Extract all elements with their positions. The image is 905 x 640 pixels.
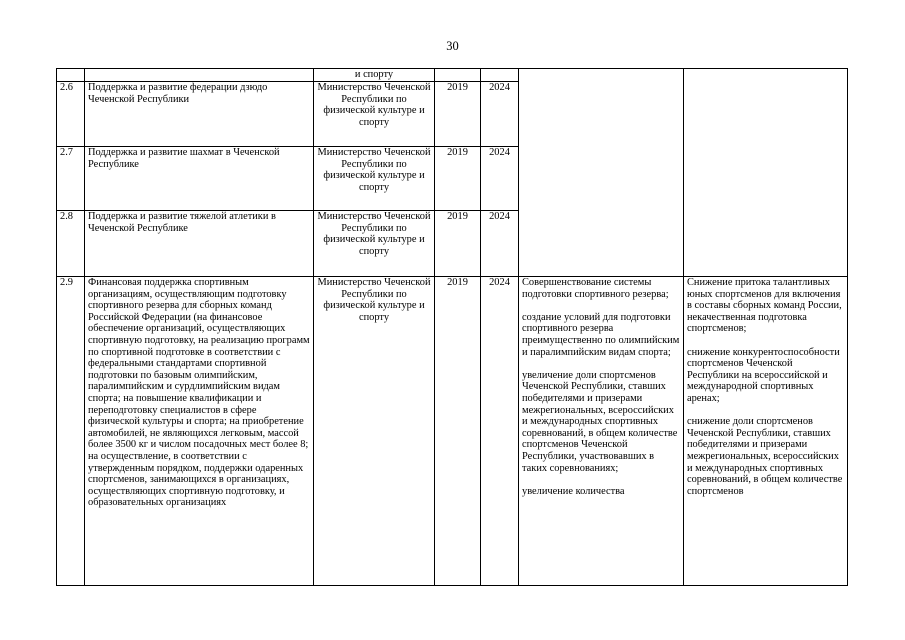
row-number: 2.6 — [57, 82, 85, 147]
executor: Министерство Чеченской Республики по физической культуре и спорту — [314, 277, 435, 586]
start-year: 2019 — [435, 277, 481, 586]
result-paragraph: увеличение доли спортсменов Чеченской Республики, ставших победителями и призерами межрегиональных, всероссийских и международных спортивных соревнований, в общем количестве спортсменов Чеченской Республики, участвовавших в таких соревнованиях; — [522, 369, 678, 474]
table-row — [57, 69, 848, 82]
result-paragraph: увеличение количества — [522, 485, 625, 497]
row-number: 2.9 — [57, 277, 85, 586]
table-row — [57, 277, 848, 586]
expected-result-cell-empty — [519, 69, 684, 277]
start-year: 2019 — [435, 147, 481, 211]
executor: Министерство Чеченской Республики по физической культуре и спорту — [314, 211, 435, 277]
row-number: 2.7 — [57, 147, 85, 211]
executor: Министерство Чеченской Республики по физической культуре и спорту — [314, 147, 435, 211]
measure-name: Финансовая поддержка спортивным организациям, осуществляющим подготовку спортивного резерва для сборных команд Российской Федерации (на финансовое обеспечение организаций, осуществляющих спортивную подготовку, на реализацию программ по спортивной подготовке в соответствии с федеральными стандартами спортивной подготовки по базовым олимпийским, паралимпийским и сурдлимпийским видам спорта; на повышение квалификации и переподготовку специалистов в сфере физической культуры и спорта; на приобретение автомобилей, не являющихся легковым, массой более 3500 кг и числом посадочных мест более 8; на осуществление, в соответствии с утвержденным порядком, поддержки одаренных спортсменов, занимающихся в организациях, осуществляющих спортивную подготовку, и образовательных организациях — [85, 277, 314, 586]
executor: и спорту — [314, 69, 435, 82]
end-year: 2024 — [481, 82, 519, 147]
page-number: 30 — [446, 39, 459, 53]
consequences-cell-empty — [684, 69, 848, 277]
executor: Министерство Чеченской Республики по физической культуре и спорту — [314, 82, 435, 147]
end-year — [481, 69, 519, 82]
start-year: 2019 — [435, 211, 481, 277]
measure-name — [85, 69, 314, 82]
result-paragraph: создание условий для подготовки спортивного резерва преимущественно по олимпийским и паралимпийским видам спорта; — [522, 311, 680, 358]
row-number: 2.8 — [57, 211, 85, 277]
measure-name: Поддержка и развитие федерации дзюдо Чеченской Республики — [85, 82, 314, 147]
consequences — [684, 277, 848, 586]
result-paragraph: Совершенствование системы подготовки спортивного резерва; — [522, 277, 669, 300]
start-year — [435, 69, 481, 82]
measure-name: Поддержка и развитие тяжелой атлетики в Чеченской Республике — [85, 211, 314, 277]
end-year: 2024 — [481, 277, 519, 586]
consequence-paragraph: снижение доли спортсменов Чеченской Республики, ставших победителями и призерами межрегиональных, всероссийских и международных спортивных соревнований, в общем количестве спортсменов — [687, 416, 843, 497]
end-year: 2024 — [481, 211, 519, 277]
measure-name: Поддержка и развитие шахмат в Чеченской Республике — [85, 147, 314, 211]
end-year: 2024 — [481, 147, 519, 211]
program-measures-table — [56, 68, 848, 586]
consequence-paragraph: Снижение притока талантливых юных спортсменов для включения в составы сборных команд России, некачественная подготовка спортсменов; — [687, 277, 842, 335]
start-year: 2019 — [435, 82, 481, 147]
expected-result — [519, 277, 684, 586]
row-number — [57, 69, 85, 82]
consequence-paragraph: снижение конкурентоспособности спортсменов Чеченской Республики на всероссийской и международной спортивных аренах; — [687, 346, 840, 404]
